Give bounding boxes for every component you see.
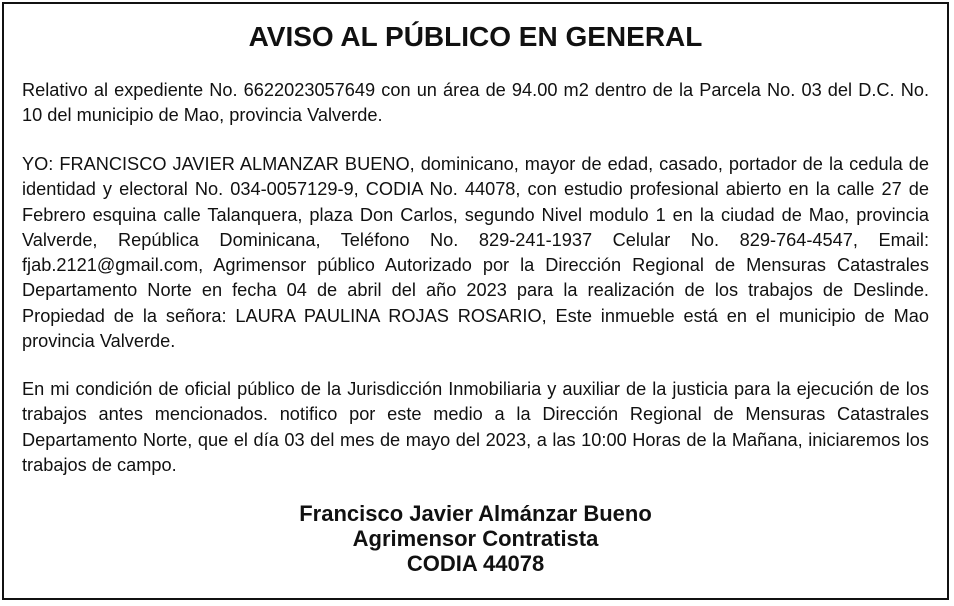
signature-block — [4, 501, 947, 576]
notice-title: AVISO AL PÚBLICO EN GENERAL — [248, 21, 703, 52]
signature-role: Agrimensor Contratista — [352, 526, 599, 551]
public-notice — [2, 2, 949, 600]
signature-name: Francisco Javier Almánzar Bueno — [299, 501, 652, 526]
notice-paragraph-surveyor-statement: YO: FRANCISCO JAVIER ALMANZAR BUENO, dominicano, mayor de edad, casado, portador de la cedula de identidad y electoral No. 034-0057129-9, CODIA No. 44078, con estudio profesional abierto en la calle 27 de Febrero esquina calle Talanquera, plaza Don Carlos, segundo Nivel modulo 1 en la ciudad de Mao, provincia Valverde, República Dominicana, Teléfono No. 829-241-1937 Celular No. 829-764-4547, Email: fjab.2121@gmail.com, Agrimensor público Autorizado por la Dirección Regional de Mensuras Catastrales Departamento Norte en fecha 04 de abril del año 2023 para la realización de los trabajos de Deslinde. Propiedad de la señora: LAURA PAULINA ROJAS ROSARIO, Este inmueble está en el municipio de Mao provincia Valverde. — [22, 154, 929, 352]
notice-paragraph-notification: En mi condición de oficial público de la Jurisdicción Inmobiliaria y auxiliar de la justicia para la ejecución de los trabajos antes mencionados. notifico por este medio a la Dirección Regional de Mensuras Catastrales Departamento Norte, que el día 03 del mes de mayo del 2023, a las 10:00 Horas de la Mañana, iniciaremos los trabajos de campo. — [22, 379, 929, 475]
notice-paragraph-file-reference: Relativo al expediente No. 6622023057649 con un área de 94.00 m2 dentro de la Parcela No. 03 del D.C. No. 10 del municipio de Mao, provincia Valverde. — [22, 80, 929, 126]
signature-codia: CODIA 44078 — [406, 551, 545, 576]
